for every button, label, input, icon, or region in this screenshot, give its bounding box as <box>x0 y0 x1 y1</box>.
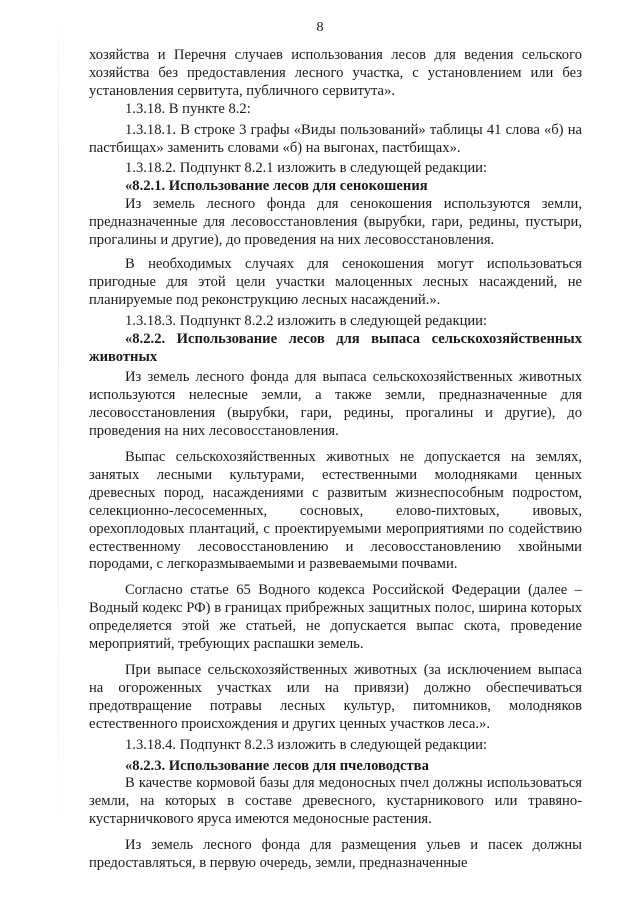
paragraph-water-code: Согласно статье 65 Водного кодекса Российской Федерации (далее – Водный кодекс РФ) в границах прибрежных защитных полос, ширина которых определяется этой же статьей, не допускается выпас скота, проведение мероприятий, требующих распашки земель. <box>89 582 582 653</box>
document-body <box>89 47 582 873</box>
paragraph-bee-forage: В качестве кормовой базы для медоносных пчел должны использоваться земли, на которых в составе древесного, кустарникового или травяно-кустарничкового яруса имеются медоносные растения. <box>89 775 582 828</box>
paragraph-apiary-lands: Из земель лесного фонда для размещения ульев и пасек должны предоставляться, в первую очередь, земли, предназначенные <box>89 837 582 872</box>
paragraph-hay-lands: Из земель лесного фонда для сенокошения используются земли, предназначенные для лесовосстановления (вырубки, гари, редины, пустыри, прогалины и другие), до проведения на них лесовосстановления. <box>89 196 582 249</box>
clause-1-3-18-1: 1.3.18.1. В строке 3 графы «Виды пользований» таблицы 41 слова «б) на пастбищах» заменить словами «б) на выгонах, пастбищах». <box>89 121 582 156</box>
heading-8-2-3: «8.2.3. Использование лесов для пчеловодства <box>125 757 429 774</box>
clause-1-3-18: 1.3.18. В пункте 8.2: <box>125 100 251 117</box>
heading-8-2-2: «8.2.2. Использование лесов для выпаса сельскохозяйственных животных <box>89 330 582 365</box>
clause-1-3-18-2: 1.3.18.2. Подпункт 8.2.1 изложить в следующей редакции: <box>125 160 488 177</box>
scan-edge-shadow <box>58 0 59 905</box>
paragraph-grazing-lands: Из земель лесного фонда для выпаса сельскохозяйственных животных используются нелесные земли, а также земли, предназначенные для лесовосстановления (вырубки, гари, редины, прогалины и другие), до проведения на них лесовосстановления. <box>89 369 582 440</box>
paragraph-hay-exceptions: В необходимых случаях для сенокошения могут использоваться пригодные для этой цели участки малоценных лесных насаждений, не планируемые под реконструкцию лесных насаждений.». <box>89 255 582 308</box>
paragraph-continuation: хозяйства и Перечня случаев использования лесов для ведения сельского хозяйства без предоставления лесного участка, с установлением или без установления сервитута, публичного сервитута». <box>89 47 582 99</box>
heading-8-2-1: «8.2.1. Использование лесов для сенокошения <box>125 178 428 195</box>
paragraph-grazing-protection: При выпасе сельскохозяйственных животных (за исключением выпаса на огороженных участках или на привязи) должно обеспечиваться предотвращение потравы лесных культур, питомников, молодняков естественного происхождения и других ценных участков леса.». <box>89 662 582 732</box>
clause-1-3-18-3: 1.3.18.3. Подпункт 8.2.2 изложить в следующей редакции: <box>125 312 488 329</box>
paragraph-grazing-prohibited: Выпас сельскохозяйственных животных не допускается на землях, занятых лесными культурами, естественными молодняками ценных древесных пород, насаждениями с развитым жизнеспособным подростом, селекционно-лесосеменных, сосновых, елово-пихтовых, ивовых, орехоплодовых плантаций, с проектируемыми мероприятиями по содействию естественному лесовосстановлению и лесовосстановлению хвойными породами, с легкоразмываемыми и развеваемыми почвами. <box>89 449 582 573</box>
clause-1-3-18-4: 1.3.18.4. Подпункт 8.2.3 изложить в следующей редакции: <box>125 736 488 753</box>
page-number: 8 <box>316 20 324 35</box>
